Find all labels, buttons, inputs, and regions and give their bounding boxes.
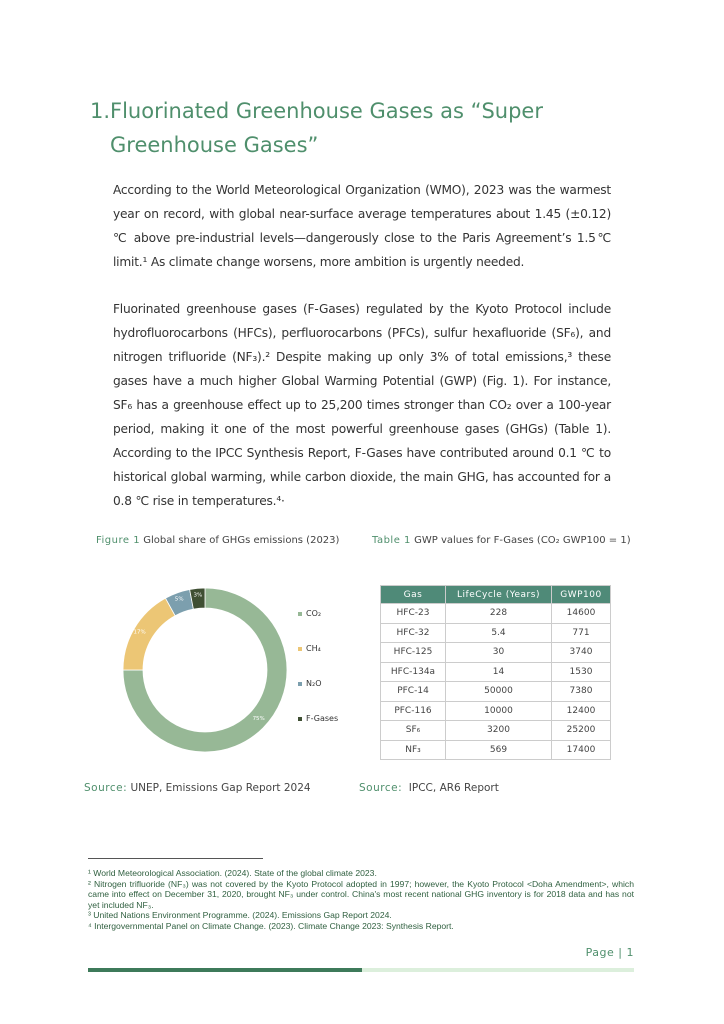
table-cell: 7380 [552, 682, 611, 702]
legend-swatch [298, 717, 302, 721]
legend-label: CH₄ [306, 644, 321, 653]
table-cell: 12400 [552, 701, 611, 721]
table-row [381, 643, 611, 663]
slice-label: 75% [252, 715, 265, 722]
table-cell: HFC-134a [381, 662, 446, 682]
table-row [381, 701, 611, 721]
table-cell: HFC-23 [381, 604, 446, 624]
footnote: ² Nitrogen trifluoride (NF₃) was not covered by the Kyoto Protocol adopted in 1997; however, the Kyoto Protocol <Doha Amendment>, which came into effect on December 31, 2020, brought NF₃ under control. China's most recent national GHG inventory is for 2018 data and has not yet included NF₃. [88, 878, 634, 910]
table-cell: 10000 [446, 701, 552, 721]
legend-item [298, 679, 322, 688]
slice-label: 3% [193, 592, 203, 599]
table-header: Gas [381, 586, 446, 604]
footnote: ¹ World Meteorological Association. (2024). State of the global climate 2023. [88, 868, 377, 878]
paragraph-1: According to the World Meteorological Organization (WMO), 2023 was the warmest year on record, with global near-surface average temperatures about 1.45 (±0.12) ℃ above pre-industrial levels—dangerously close to the Paris Agreement’s 1.5℃ limit.¹ As climate change worsens, more ambition is urgently needed. [113, 183, 611, 269]
table-cell: 50000 [446, 682, 552, 702]
footer-bar-light [362, 968, 634, 972]
legend-item [298, 609, 321, 618]
legend-swatch [298, 612, 302, 616]
table-cell: 5.4 [446, 623, 552, 643]
table-cell: 569 [446, 740, 552, 760]
slice-label: 17% [133, 629, 146, 636]
table-source: Source: IPCC, AR6 Report [359, 782, 499, 794]
table-row [381, 662, 611, 682]
figure-source: Source: UNEP, Emissions Gap Report 2024 [84, 782, 311, 794]
table-cell: 25200 [552, 721, 611, 741]
figure-caption: Figure 1 Global share of GHGs emissions (2023) [96, 535, 340, 546]
slice-label: 5% [174, 596, 184, 603]
table-cell: 228 [446, 604, 552, 624]
footnote: ³ United Nations Environment Programme. (2024). Emissions Gap Report 2024. [88, 910, 392, 920]
legend-swatch [298, 682, 302, 686]
table-cell: 14 [446, 662, 552, 682]
table-cell: 771 [552, 623, 611, 643]
legend-label: CO₂ [306, 609, 322, 618]
legend-swatch [298, 647, 302, 651]
table-cell: HFC-32 [381, 623, 446, 643]
footnotes [88, 868, 634, 931]
table-cell: PFC-116 [381, 701, 446, 721]
footer-bar-dark [88, 968, 362, 972]
table-caption: Table 1 GWP values for F-Gases (CO₂ GWP100 = 1) [372, 535, 631, 546]
table-row [381, 604, 611, 624]
donut-slice-1 [123, 598, 175, 670]
table-row [381, 740, 611, 760]
table-row [381, 682, 611, 702]
table-cell: PFC-14 [381, 682, 446, 702]
table-cell: 3200 [446, 721, 552, 741]
table-cell: 17400 [552, 740, 611, 760]
table-header: GWP100 [552, 586, 611, 604]
legend-label: N₂O [306, 679, 322, 688]
legend-label: F-Gases [306, 714, 339, 723]
footnote-divider [88, 858, 263, 859]
table-cell: 30 [446, 643, 552, 663]
table-cell: NF₃ [381, 740, 446, 760]
table-cell: 14600 [552, 604, 611, 624]
table-row [381, 623, 611, 643]
donut-chart [115, 580, 295, 760]
table-cell: SF₆ [381, 721, 446, 741]
table-cell: HFC-125 [381, 643, 446, 663]
legend-item [298, 714, 338, 723]
table-cell: 3740 [552, 643, 611, 663]
gwp-table [380, 585, 611, 760]
paragraph-2: Fluorinated greenhouse gases (F-Gases) regulated by the Kyoto Protocol include hydrofluorocarbons (HFCs), perfluorocarbons (PFCs), sulfur hexafluoride (SF₆), and nitrogen trifluoride (NF₃).² Despite making up only 3% of total emissions,³ these gases have a much higher Global Warming Potential (GWP) (Fig. 1). For instance, SF₆ has a greenhouse effect up to 25,200 times stronger than CO₂ over a 100-year period, making it one of the most powerful greenhouse gases (GHGs) (Table 1). According to the IPCC Synthesis Report, F-Gases have contributed around 0.1 ℃ to historical global warming, while carbon dioxide, the main GHG, has accounted for a 0.8 ℃ rise in temperatures.⁴· [113, 302, 611, 508]
legend-item [298, 644, 321, 653]
page-number: Page | 1 [585, 946, 634, 959]
table-header: LifeCycle (Years) [446, 586, 552, 604]
table-row [381, 721, 611, 741]
footnote: ⁴ Intergovernmental Panel on Climate Change. (2023). Climate Change 2023: Synthesis Report. [88, 920, 454, 931]
table-cell: 1530 [552, 662, 611, 682]
section-heading: 1. Fluorinated Greenhouse Gases as “Super Greenhouse Gases” [90, 99, 543, 157]
